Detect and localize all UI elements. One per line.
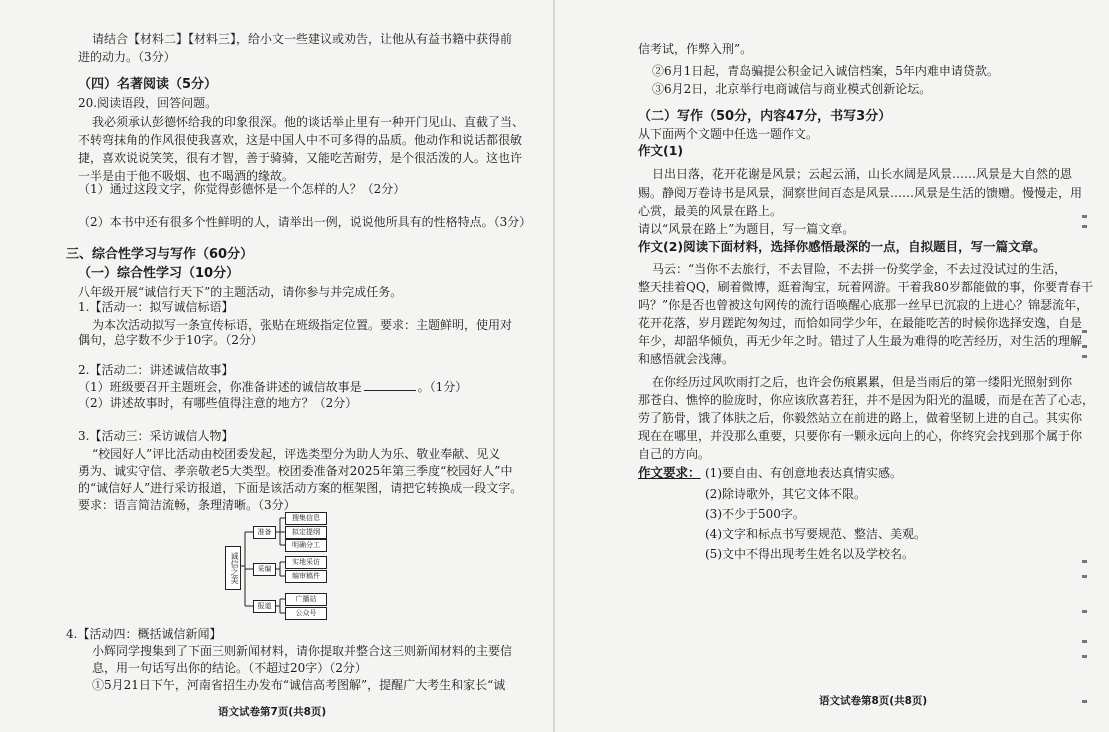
- essay-2-material: 马云：“当你不去旅行，不去冒险，不去拼一份奖学金，不去过没试过的生活，: [652, 262, 1067, 276]
- diagram-branch-node: 采编: [253, 563, 276, 576]
- question-20-1: （1）通过这段文字，你觉得彭德怀是一个怎样的人？（2分）: [78, 182, 406, 196]
- news-item-3: ③6月2日，北京举行电商诚信与商业模式创新论坛。: [652, 82, 932, 96]
- question-20-2: （2）本书中还有很多个性鲜明的人，请举出一例，说说他所具有的性格特点。（3分）: [78, 215, 532, 229]
- news-item-1: ①5月21日下午，河南省招生办发布“诚信高考图解”，提醒广大考生和家长“诚: [92, 678, 506, 692]
- activity-3-title: 3.【活动三：采访诚信人物】: [78, 429, 234, 443]
- passage-line: 捷，喜欢说说笑笑，很有才智，善于骑骑，又能吃苦耐劳，是个很活泼的人。这也许: [78, 151, 523, 165]
- essay-2-material: 花开花落，岁月蹉跎匆匆过，而恰如同学少年，在最能吃苦的时候你选择安逸，自是: [638, 316, 1083, 330]
- diagram-leaf-node: 拟定提纲: [285, 526, 327, 539]
- page-footer: 语文试卷第8页(共8页): [819, 695, 928, 707]
- material-question-line1: 请结合【材料二】【材料三】，给小文一些建议或劝告，让他从有益书籍中获得前: [92, 32, 513, 46]
- diagram-leaf-node: 搜集信息: [285, 512, 327, 525]
- essay-2-material: 吗？”你是否也曾被这句网传的流行语唤醒心底那一丝早已沉寂的上进心？锦瑟流年，: [638, 298, 1089, 312]
- essay-1-text: 心赏，最美的风景在路上。: [638, 204, 783, 218]
- activity-1-text: 为本次活动拟写一条宣传标语，张贴在班级指定位置。要求：主题鲜明，使用对: [92, 318, 513, 332]
- essay-2-material: 和感悟就会浅薄。: [638, 352, 735, 366]
- diagram-leaf-node: 实地采访: [285, 556, 327, 569]
- diagram-root-node: 诚信之美: [225, 546, 241, 590]
- section-comprehensive-study-heading: （一）综合性学习（10分）: [78, 266, 240, 281]
- activity-4-text: 小辉同学搜集到了下面三则新闻材料，请你提取并整合这三则新闻材料的主要信: [92, 644, 513, 658]
- essay-2-title: 作文(2)阅读下面材料，选择你感悟最深的一点，自拟题目，写一篇文章。: [638, 239, 1046, 254]
- page-footer: 语文试卷第7页(共8页): [218, 706, 327, 718]
- activity-3-text: 要求：语言简洁流畅，条理清晰。（3分）: [78, 498, 296, 512]
- activity-1-title: 1.【活动一：拟写诚信标语】: [78, 300, 234, 314]
- writing-instruction: 从下面两个文题中任选一题作文。: [638, 127, 819, 141]
- activity-3-text: “校园好人”评比活动由校团委发起，评选类型分为助人为乐、敬业奉献、见义: [92, 447, 501, 461]
- news-item-2: ②6月1日起，青岛骗提公积金记入诚信档案，5年内难申请贷款。: [652, 64, 999, 78]
- activity-3-text: 的“诚信好人”进行采访报道，下面是该活动方案的框架图，请把它转换成一段文字。: [78, 481, 523, 495]
- activity-4-title: 4.【活动四：概括诚信新闻】: [66, 627, 222, 641]
- passage-line: 我必须承认彭德怀给我的印象很深。他的谈话举止里有一种开门见山、直截了当、: [92, 115, 525, 129]
- diagram-leaf-node: 广播站: [285, 593, 327, 606]
- essay-2-material: 那苍白、憔悴的脸庞时，你应该欣喜若狂，并不是因为阳光的温暖，而是在苦了心志，: [638, 393, 1095, 407]
- diagram-leaf-node: 公众号: [285, 607, 327, 620]
- essay-1-requirement: 请以“风景在路上”为题目，写一篇文章。: [638, 222, 855, 236]
- activity-intro: 八年级开展“诚信行天下”的主题活动，请你参与并完成任务。: [78, 285, 403, 299]
- essay-2-material: 自己的方向。: [638, 447, 711, 461]
- diagram-leaf-node: 编审稿件: [285, 570, 327, 583]
- essay-requirement-item: (1)要自由、有创意地表达真情实感。: [705, 466, 902, 480]
- essay-requirements-label: 作文要求：: [638, 465, 701, 480]
- essay-2-material: 年少，却韶华倾负，再无少年之时。错过了人生最为难得的吃苦经历，对生活的理解: [638, 334, 1083, 348]
- essay-2-material: 现在在哪里，并没那么重要，只要你有一颗永远向上的心，你终究会找到那个属于你: [638, 429, 1083, 443]
- section-writing-heading: （二）写作（50分，内容47分，书写3分）: [638, 109, 892, 124]
- essay-1-text: 日出日落，花开花谢是风景；云起云涌，山长水阔是风景……风景是大自然的恩: [652, 167, 1073, 181]
- diagram-leaf-node: 明确分工: [285, 539, 327, 552]
- news-item-1-continued: 信考试，作弊入刑”。: [638, 42, 753, 56]
- activity-1-text: 偶句，总字数不少于10字。（2分）: [78, 333, 263, 347]
- passage-line: 一半是由于他不吸烟、也不喝酒的缘故。: [78, 169, 295, 183]
- question-20-title: 20.阅读语段，回答问题。: [78, 96, 218, 110]
- section-classic-reading-heading: （四）名著阅读（5分）: [78, 77, 218, 92]
- passage-line: 不转弯抹角的作风很使我喜欢，这是中国人中不可多得的品质。他动作和说话都很敏: [78, 133, 523, 147]
- essay-1-title: 作文(1): [638, 143, 684, 158]
- essay-2-material: 整天挂着QQ，刷着微博，逛着淘宝，玩着网游。干着我80岁都能做的事，你要青春干: [638, 280, 1093, 294]
- activity-2-title: 2.【活动二：讲述诚信故事】: [78, 363, 234, 377]
- essay-requirement-item: (3)不少于500字。: [705, 507, 805, 521]
- diagram-branch-node: 报道: [253, 600, 276, 613]
- essay-requirement-item: (4)文字和标点书写要规范、整洁、美观。: [705, 527, 926, 541]
- essay-requirement-item: (2)除诗歌外，其它文体不限。: [705, 487, 866, 501]
- activity-2-q1: （1）班级要召开主题班会，你准备讲述的诚信故事是 。（1分）: [78, 380, 468, 394]
- material-question-line2: 进的动力。（3分）: [78, 50, 176, 64]
- section-three-heading: 三、综合性学习与写作（60分）: [66, 247, 254, 262]
- activity-3-text: 勇为、诚实守信、孝亲敬老5大类型。校团委准备对2025年第三季度“校园好人”中: [78, 464, 513, 478]
- essay-2-material: 在你经历过风吹雨打之后，也许会伤痕累累，但是当雨后的第一缕阳光照射到你: [652, 375, 1073, 389]
- diagram-branch-node: 准备: [253, 526, 276, 539]
- activity-2-q2: （2）讲述故事时，有哪些值得注意的地方？（2分）: [78, 396, 358, 410]
- activity-4-text: 息，用一句话写出你的结论。（不超过20字）（2分）: [92, 661, 367, 675]
- exam-page-8: [555, 0, 1109, 732]
- essay-2-material: 劳了筋骨，饿了体肤之后，你毅然站立在前进的路上，做着坚韧上进的自己。其实你: [638, 411, 1083, 425]
- essay-requirement-item: (5)文中不得出现考生姓名以及学校名。: [705, 547, 914, 561]
- essay-1-text: 赐。静阅万卷诗书是风景，洞察世间百态是风景……风景是生活的馈赠。慢慢走，用: [638, 186, 1083, 200]
